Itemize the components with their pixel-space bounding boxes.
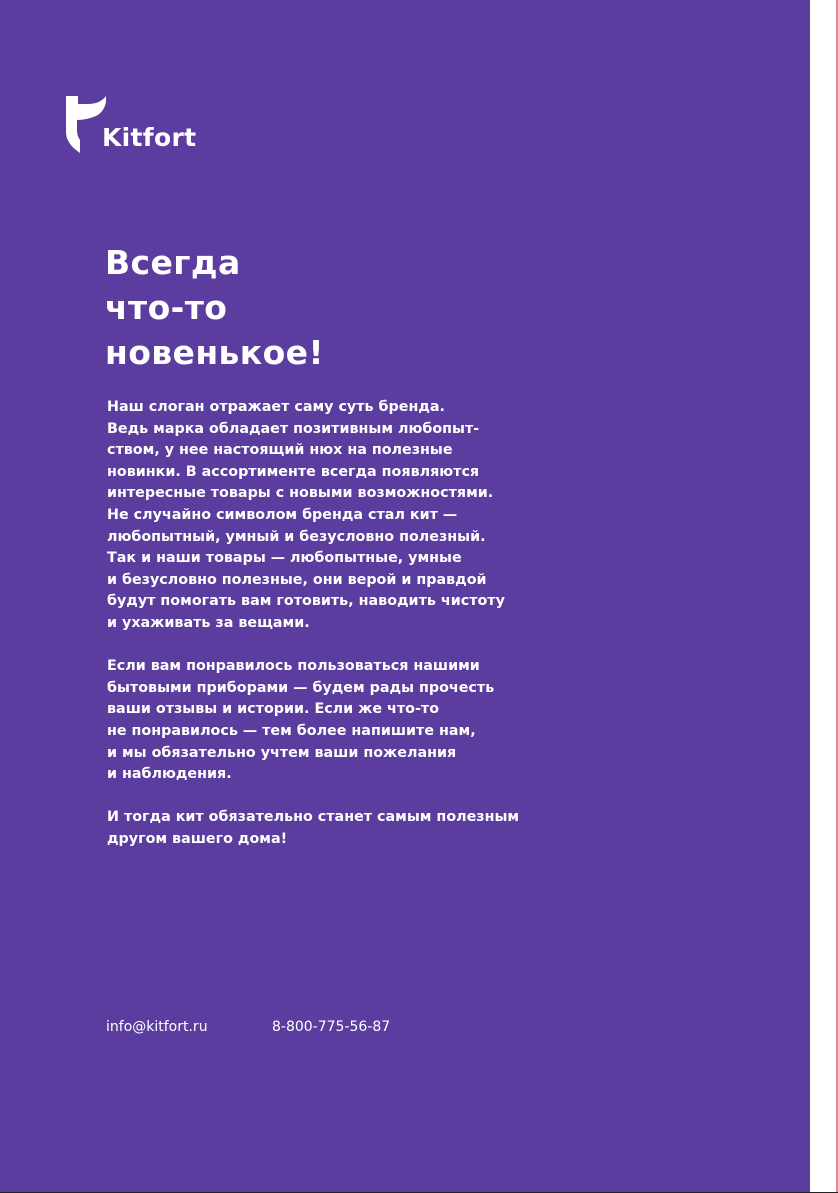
text-line: будут помогать вам готовить, наводить чистоту bbox=[107, 593, 505, 610]
headline-line: Всегда bbox=[105, 243, 241, 282]
text-line: ваши отзывы и истории. Если же что-то bbox=[107, 701, 440, 718]
text-line: Если вам понравилось пользоваться нашими bbox=[107, 658, 480, 675]
text-line: и наблюдения. bbox=[107, 766, 232, 783]
text-line: и ухаживать за вещами. bbox=[107, 614, 310, 631]
text-line: другом вашего дома! bbox=[107, 830, 288, 847]
text-line: не понравилось — тем более напишите нам, bbox=[107, 722, 476, 739]
text-line: любопытный, умный и безусловно полезный. bbox=[107, 528, 486, 545]
email-link[interactable]: info@kitfort.ru bbox=[106, 1019, 208, 1035]
text-line: Наш слоган отражает саму суть бренда. bbox=[107, 399, 445, 415]
headline-line: новенькое! bbox=[105, 333, 324, 372]
text-line: интересные товары с новыми возможностями. bbox=[107, 485, 494, 502]
text-line: бытовыми приборами — будем рады прочесть bbox=[107, 679, 495, 696]
text-line: И тогда кит обязательно станет самым полезным bbox=[107, 809, 520, 826]
text-line: новинки. В ассортименте всегда появляются bbox=[107, 463, 480, 480]
text-line: и безусловно полезные, они верой и правдой bbox=[107, 571, 487, 588]
text-line: Ведь марка обладает позитивным любопыт- bbox=[107, 420, 480, 437]
text-line: Не случайно символом бренда стал кит — bbox=[107, 506, 458, 523]
text-line: Так и наши товары — любопытные, умные bbox=[107, 550, 462, 567]
text-line: ством, у нее настоящий нюх на полезные bbox=[107, 442, 453, 459]
phone-link[interactable]: 8-800-775-56-87 bbox=[272, 1019, 391, 1035]
brand-name: Kitfort bbox=[102, 123, 197, 152]
text-line: и мы обязательно учтем ваши пожелания bbox=[107, 744, 457, 761]
headline-line: что-то bbox=[105, 288, 228, 327]
